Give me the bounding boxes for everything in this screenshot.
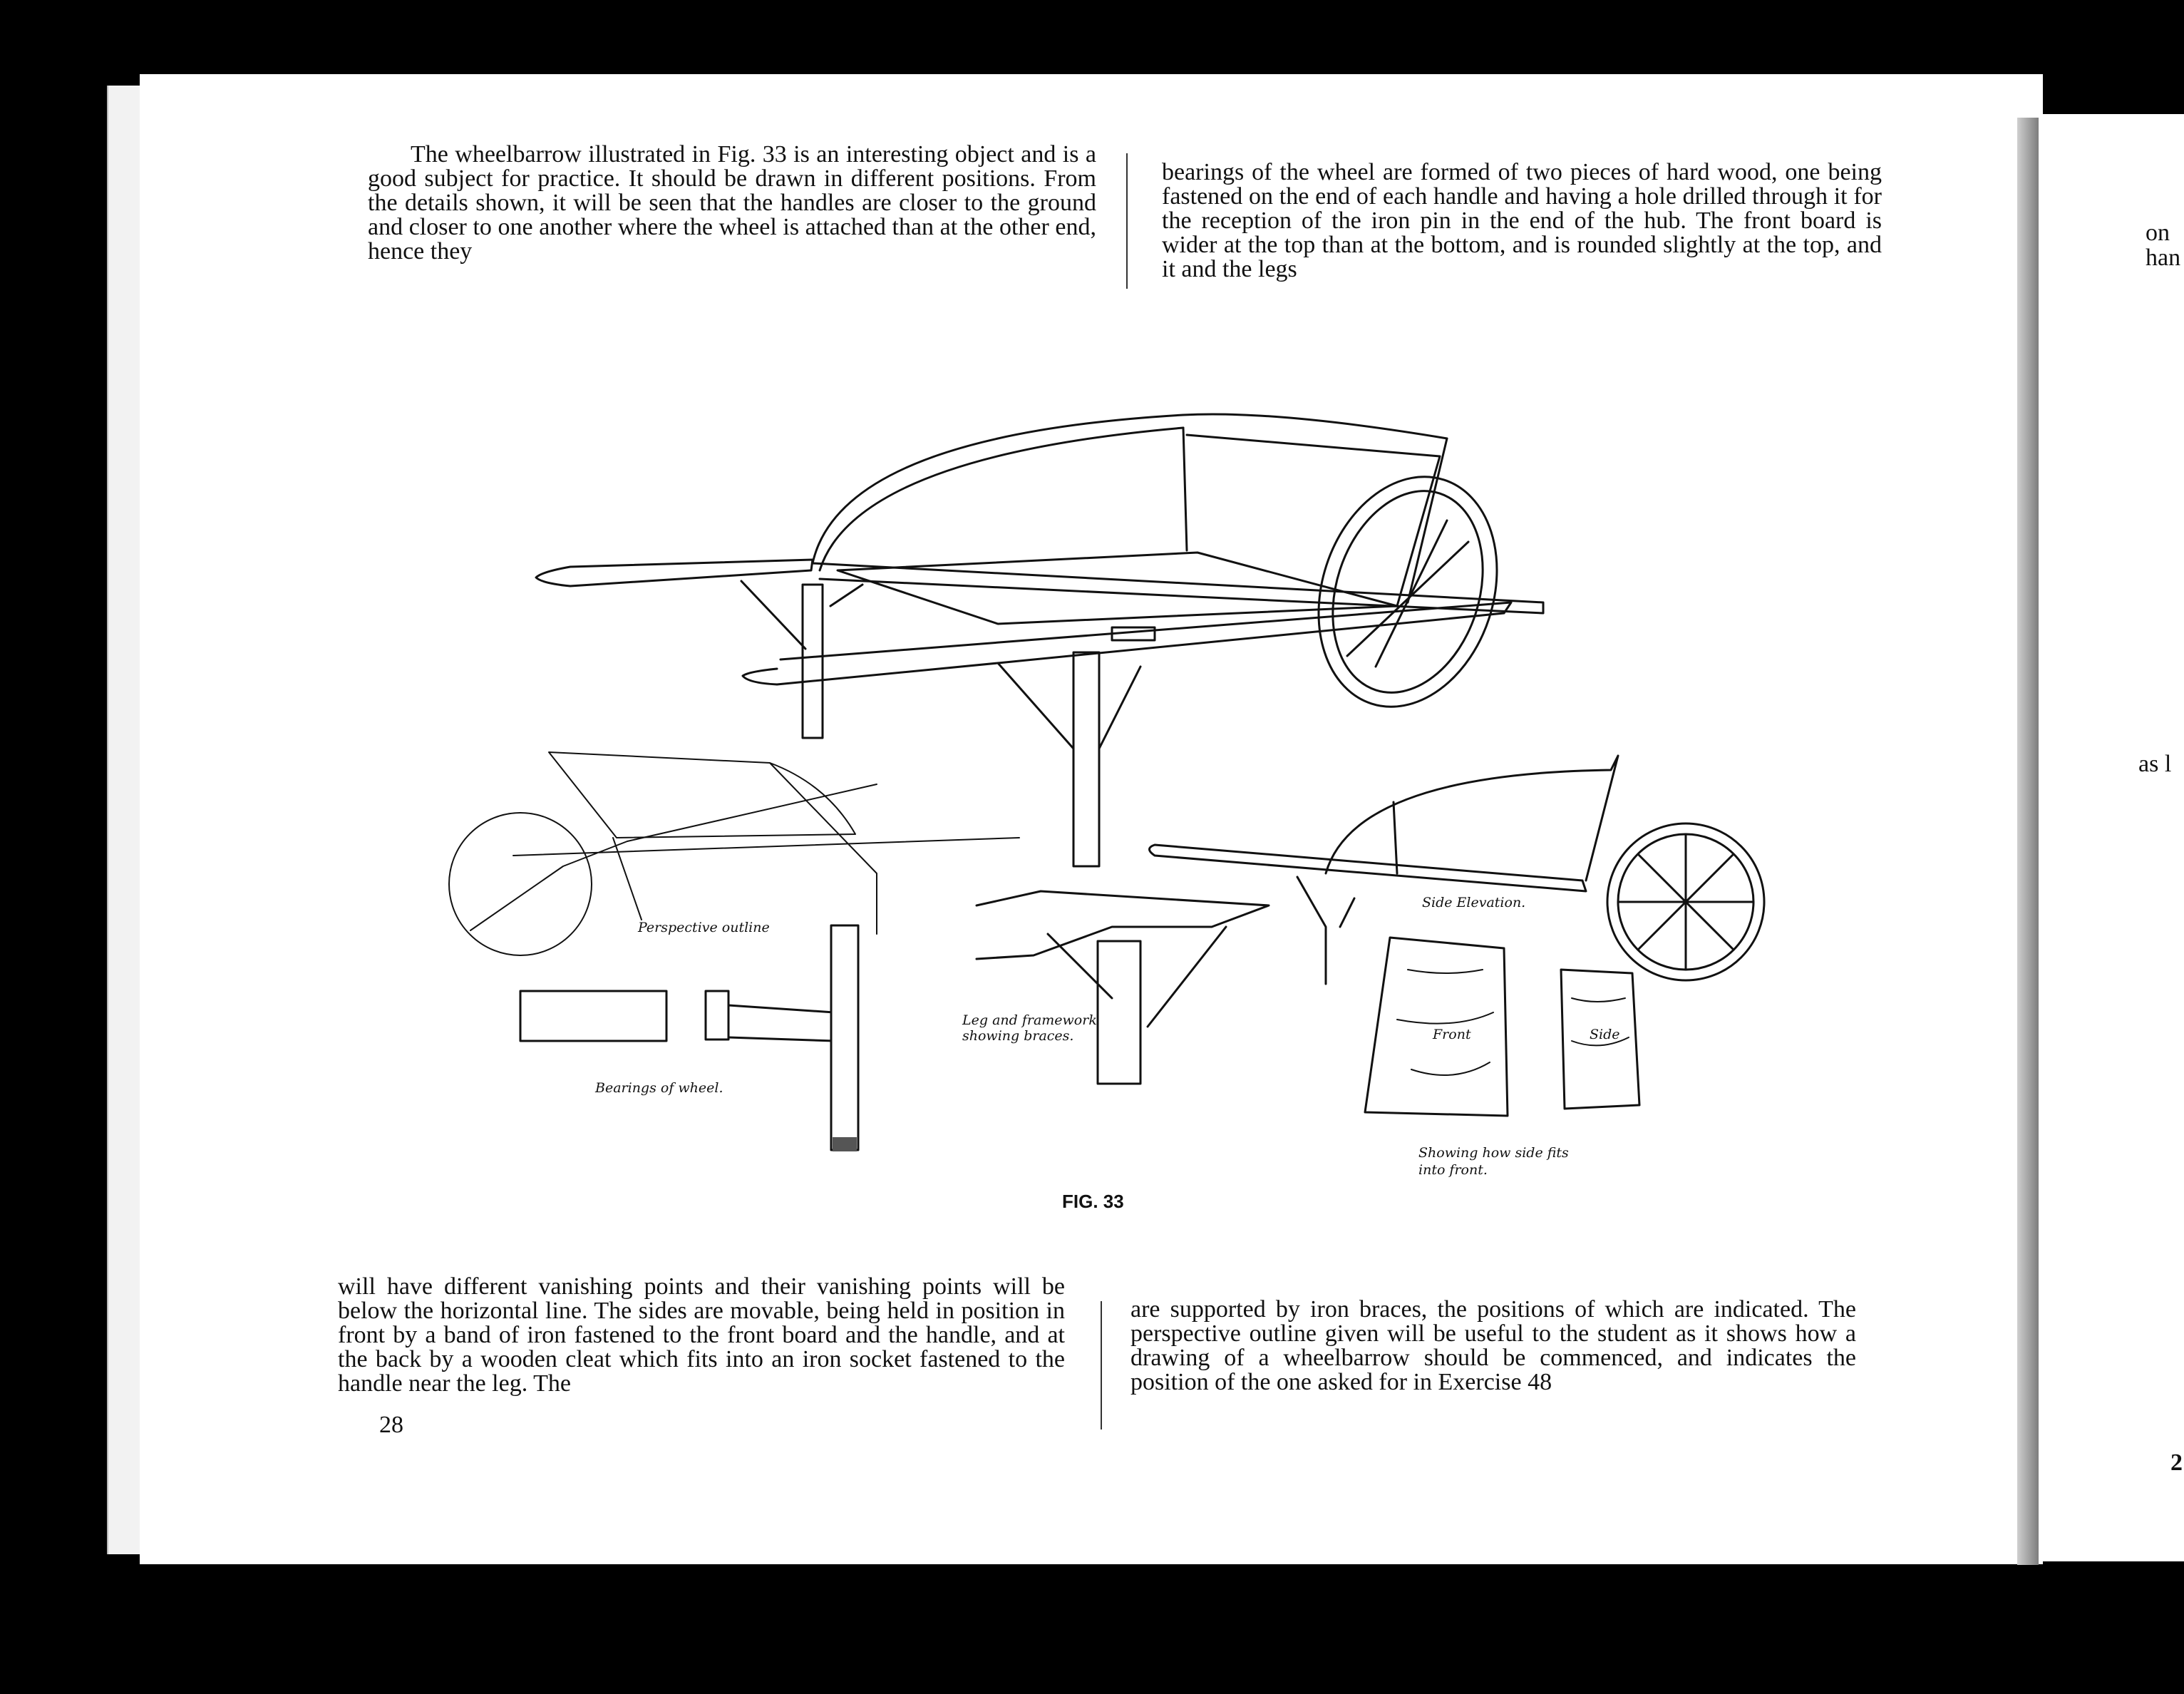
bearings <box>520 925 858 1151</box>
label-bearings: Bearings of wheel. <box>595 1080 723 1096</box>
label-side-elevation: Side Elevation. <box>1422 895 1526 910</box>
label-leg-framework: Leg and framework showing braces. <box>962 1012 1097 1044</box>
wheel-section <box>831 925 858 1150</box>
front-board-top <box>1183 414 1447 438</box>
top-left-paragraph: The wheelbarrow illustrated in Fig. 33 is an interesting object and is a good subject for practice. It should be drawn in different positions. From the details shown, it will be seen that the handles are closer to the ground and closer to one another where the wheel is attached than at the other end, hence they <box>368 141 1096 265</box>
front-board-edge <box>1408 438 1447 602</box>
front-board <box>1187 435 1440 606</box>
next-page-fragment-2: han <box>2146 245 2181 271</box>
next-page-fragment-3: as l <box>2138 751 2172 777</box>
side-spokes <box>1618 834 1753 970</box>
hub <box>728 1005 834 1041</box>
upper-rail <box>813 563 1543 613</box>
page-number: 28 <box>379 1412 403 1438</box>
label-side-fits: Showing how side fits into front. <box>1418 1145 1569 1178</box>
upper-handle <box>536 560 813 586</box>
label-front: Front <box>1433 1027 1471 1042</box>
lower-handle <box>743 602 1511 684</box>
front-leg <box>1073 652 1099 866</box>
leg-framework <box>977 891 1269 1084</box>
side-handle <box>1150 845 1587 891</box>
leg-braces <box>998 663 1140 749</box>
next-page-fragment-4: 2 <box>2170 1449 2183 1476</box>
outline-wheel <box>449 813 592 955</box>
floor <box>838 553 1397 624</box>
body-curve-outer <box>813 415 1183 563</box>
bearing-end <box>706 991 728 1040</box>
side-elevation <box>1150 756 1765 984</box>
body-curve-inner <box>820 428 1183 570</box>
main-wheelbarrow <box>536 414 1543 866</box>
frame-top <box>977 891 1269 959</box>
outline-guides <box>470 763 1019 934</box>
top-right-paragraph: bearings of the wheel are formed of two pieces of hard wood, one being fastened on the end of each handle and having a hole drilled through it for the reception of the iron pin in the end of the hub. The front board is wider at the top than at the bottom, and is rounded slightly at the top, and it and the legs <box>1162 159 1882 282</box>
bottom-right-paragraph: are supported by iron braces, the positions of which are indicated. The perspective outline given will be useful to the student as it shows how a drawing of a wheelbarrow should be commenced, and indicates the position of the one asked for in Exercise 48 <box>1130 1296 1856 1395</box>
back-edge <box>1183 428 1187 550</box>
next-page-fragment-1: on <box>2146 220 2170 246</box>
figure-caption: FIG. 33 <box>1062 1191 1124 1212</box>
label-perspective-outline: Perspective outline <box>638 920 770 935</box>
bottom-left-paragraph: will have different vanishing points and their vanishing points will be below the horizontal line. The sides are movable, being held in position in front by a band of iron fastened to the front board and the handle, and at the back by a wooden cleat which fits into an iron socket fastened to the handle near the leg. The <box>338 1273 1065 1397</box>
side-post <box>1394 802 1397 873</box>
bearing-block <box>520 991 666 1041</box>
side-leg <box>1297 877 1354 984</box>
label-side: Side <box>1590 1027 1620 1042</box>
rear-leg <box>803 585 823 738</box>
